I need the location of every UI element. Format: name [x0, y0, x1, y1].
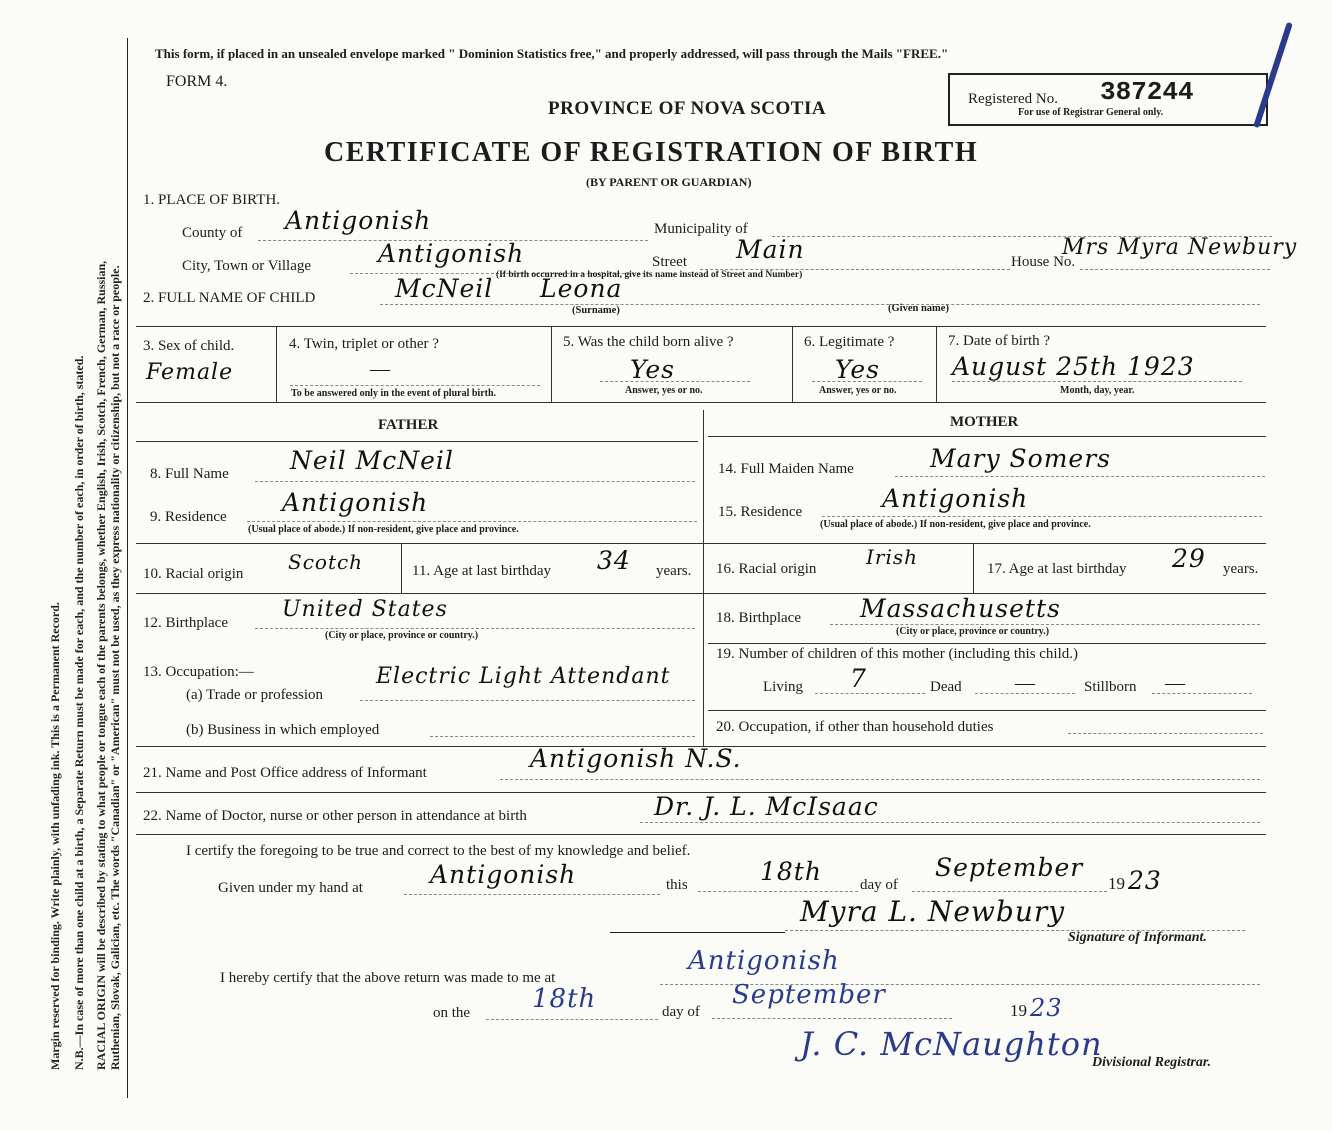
certify-day-of-label: day of: [860, 877, 898, 893]
father-residence-label: 9. Residence: [150, 509, 227, 525]
street-label: Street: [652, 254, 687, 270]
certify-place-value: Antigonish: [430, 860, 577, 889]
mother-residence-note: (Usual place of abode.) If non-resident, give place and province.: [820, 519, 1091, 530]
mother-name-value: Mary Somers: [930, 444, 1111, 473]
date-of-birth-value: August 25th 1923: [952, 352, 1195, 381]
registrar-year-value: 23: [1030, 994, 1063, 1022]
county-value: Antigonish: [285, 206, 432, 235]
registrar-place-value: Antigonish: [688, 946, 840, 976]
dead-label: Dead: [930, 679, 962, 695]
legitimate-value: Yes: [835, 355, 880, 384]
father-age-value: 34: [597, 546, 631, 575]
hospital-note: (If birth occurred in a hospital, give its name instead of Street and Number): [496, 270, 803, 280]
registered-number: 387244: [1100, 77, 1194, 107]
sex-value: Female: [146, 360, 234, 385]
child-name-label: 2. FULL NAME OF CHILD: [143, 290, 316, 306]
mother-residence-value: Antigonish: [882, 484, 1029, 513]
informant-label: 21. Name and Post Office address of Informant: [143, 765, 427, 781]
document-title: CERTIFICATE OF REGISTRATION OF BIRTH: [324, 137, 979, 168]
father-birthplace-label: 12. Birthplace: [143, 615, 228, 631]
trade-value: Electric Light Attendant: [376, 664, 671, 689]
father-race-value: Scotch: [288, 550, 364, 574]
registrar-caption: Divisional Registrar.: [1092, 1055, 1212, 1070]
registrar-month-value: September: [732, 980, 886, 1010]
twin-note: To be answered only in the event of plural birth.: [291, 388, 497, 399]
informant-value: Antigonish N.S.: [530, 744, 742, 773]
father-years: years.: [656, 563, 692, 579]
registrar-day-value: 18th: [532, 984, 597, 1014]
house-label: House No.: [1011, 254, 1076, 270]
place-of-birth-heading: 1. PLACE OF BIRTH.: [143, 192, 281, 208]
informant-signature: Myra L. Newbury: [800, 895, 1066, 928]
city-label: City, Town or Village: [182, 258, 312, 274]
margin-note-multiple-births: N.B.—In case of more than one child at a birth, a Separate Return must be made for each, and the number of each, in order of birth, stated.: [72, 355, 86, 1070]
municipality-label: Municipality of: [654, 221, 748, 237]
child-given-value: Leona: [540, 274, 623, 303]
father-birthplace-note: (City or place, province or country.): [325, 630, 479, 641]
margin-note-binding: Margin reserved for binding. Write plainly, with unfading ink. This is a Permanent Record.: [48, 602, 62, 1070]
stillborn-label: Stillborn: [1084, 679, 1137, 695]
registrar-year-prefix: 19: [1010, 1001, 1027, 1020]
mother-birthplace-label: 18. Birthplace: [716, 610, 801, 626]
this-label: this: [666, 877, 688, 893]
living-label: Living: [763, 679, 803, 695]
mother-years: years.: [1223, 561, 1259, 577]
informant-signature-caption: Signature of Informant.: [1068, 930, 1207, 945]
mother-age-label: 17. Age at last birthday: [987, 561, 1127, 577]
mother-birthplace-note: (City or place, province or country.): [896, 626, 1050, 637]
margin-note-racial-origin-cont: Ruthenian, Slovak, Galician, etc. The words "Canadian" or "American" must not be used, as they express nationality or citizenship, but not a race or people.: [108, 265, 122, 1070]
house-value: Mrs Myra Newbury: [1062, 235, 1298, 260]
certify-year-prefix: 19: [1108, 874, 1125, 893]
certify-year-value: 23: [1128, 866, 1162, 895]
father-birthplace-value: United States: [282, 597, 448, 622]
margin-note-racial-origin: RACIAL ORIGIN will be described by stating to what people or tongue each of the parents belongs, whether English, Irish, Scotch, French, German, Russian,: [94, 260, 108, 1070]
father-name-value: Neil McNeil: [290, 446, 454, 475]
mother-race-value: Irish: [866, 545, 919, 569]
father-heading: FATHER: [378, 417, 439, 433]
business-label: (b) Business in which employed: [186, 722, 380, 738]
mother-age-value: 29: [1172, 544, 1206, 573]
given-caption: (Given name): [888, 303, 949, 314]
stillborn-value: —: [1165, 672, 1185, 694]
father-age-label: 11. Age at last birthday: [412, 563, 551, 579]
given-under-hand-label: Given under my hand at: [218, 880, 363, 896]
born-alive-note: Answer, yes or no.: [625, 385, 703, 396]
form-number: FORM 4.: [166, 73, 228, 90]
father-occupation-label: 13. Occupation:—: [143, 664, 254, 680]
sex-label: 3. Sex of child.: [143, 338, 235, 354]
born-alive-label: 5. Was the child born alive ?: [563, 334, 734, 350]
mother-name-label: 14. Full Maiden Name: [718, 461, 854, 477]
trade-label: (a) Trade or profession: [186, 687, 324, 703]
dead-value: —: [1015, 672, 1035, 694]
legitimate-note: Answer, yes or no.: [819, 385, 897, 396]
legitimate-label: 6. Legitimate ?: [804, 334, 895, 350]
twin-value: —: [370, 358, 390, 380]
registrar-signature: J. C. McNaughton: [800, 1025, 1103, 1063]
date-of-birth-label: 7. Date of birth ?: [948, 333, 1051, 349]
children-count-label: 19. Number of children of this mother (including this child.): [716, 646, 1079, 662]
mother-heading: MOTHER: [950, 414, 1019, 430]
mother-race-label: 16. Racial origin: [716, 561, 817, 577]
father-residence-value: Antigonish: [282, 488, 429, 517]
on-the-label: on the: [433, 1005, 471, 1021]
mail-note: This form, if placed in an unsealed envelope marked " Dominion Statistics free," and properly addressed, will pass through the Mails "FREE.": [155, 46, 949, 61]
father-race-label: 10. Racial origin: [143, 566, 244, 582]
father-name-label: 8. Full Name: [150, 466, 229, 482]
twin-label: 4. Twin, triplet or other ?: [289, 336, 439, 352]
certify-month-value: September: [935, 853, 1084, 882]
registrar-note: For use of Registrar General only.: [1018, 107, 1164, 118]
father-residence-note: (Usual place of abode.) If non-resident, give place and province.: [248, 524, 519, 535]
doctor-value: Dr. J. L. McIsaac: [654, 792, 879, 821]
registrar-day-of-label: day of: [662, 1004, 700, 1020]
surname-caption: (Surname): [572, 305, 620, 316]
document-subtitle: (BY PARENT OR GUARDIAN): [586, 175, 752, 189]
province-heading: PROVINCE OF NOVA SCOTIA: [548, 98, 827, 119]
mother-occupation-label: 20. Occupation, if other than household duties: [716, 719, 994, 735]
mother-residence-label: 15. Residence: [718, 504, 803, 520]
living-value: 7: [850, 664, 867, 693]
mother-birthplace-value: Massachusetts: [860, 594, 1061, 623]
registered-label: Registered No.: [968, 91, 1058, 107]
born-alive-value: Yes: [630, 355, 675, 384]
doctor-label: 22. Name of Doctor, nurse or other person in attendance at birth: [143, 808, 527, 824]
county-label: County of: [182, 225, 243, 241]
margin-rule: [127, 38, 128, 1098]
registered-number-box: [948, 73, 1268, 126]
registrar-certify-line: I hereby certify that the above return was made to me at: [220, 970, 556, 986]
certify-line: I certify the foregoing to be true and correct to the best of my knowledge and belief.: [186, 843, 691, 859]
child-surname-value: McNeil: [395, 274, 494, 303]
street-value: Main: [736, 235, 805, 264]
city-value: Antigonish: [378, 239, 525, 268]
date-of-birth-note: Month, day, year.: [1060, 385, 1135, 396]
certify-day-value: 18th: [760, 857, 822, 886]
